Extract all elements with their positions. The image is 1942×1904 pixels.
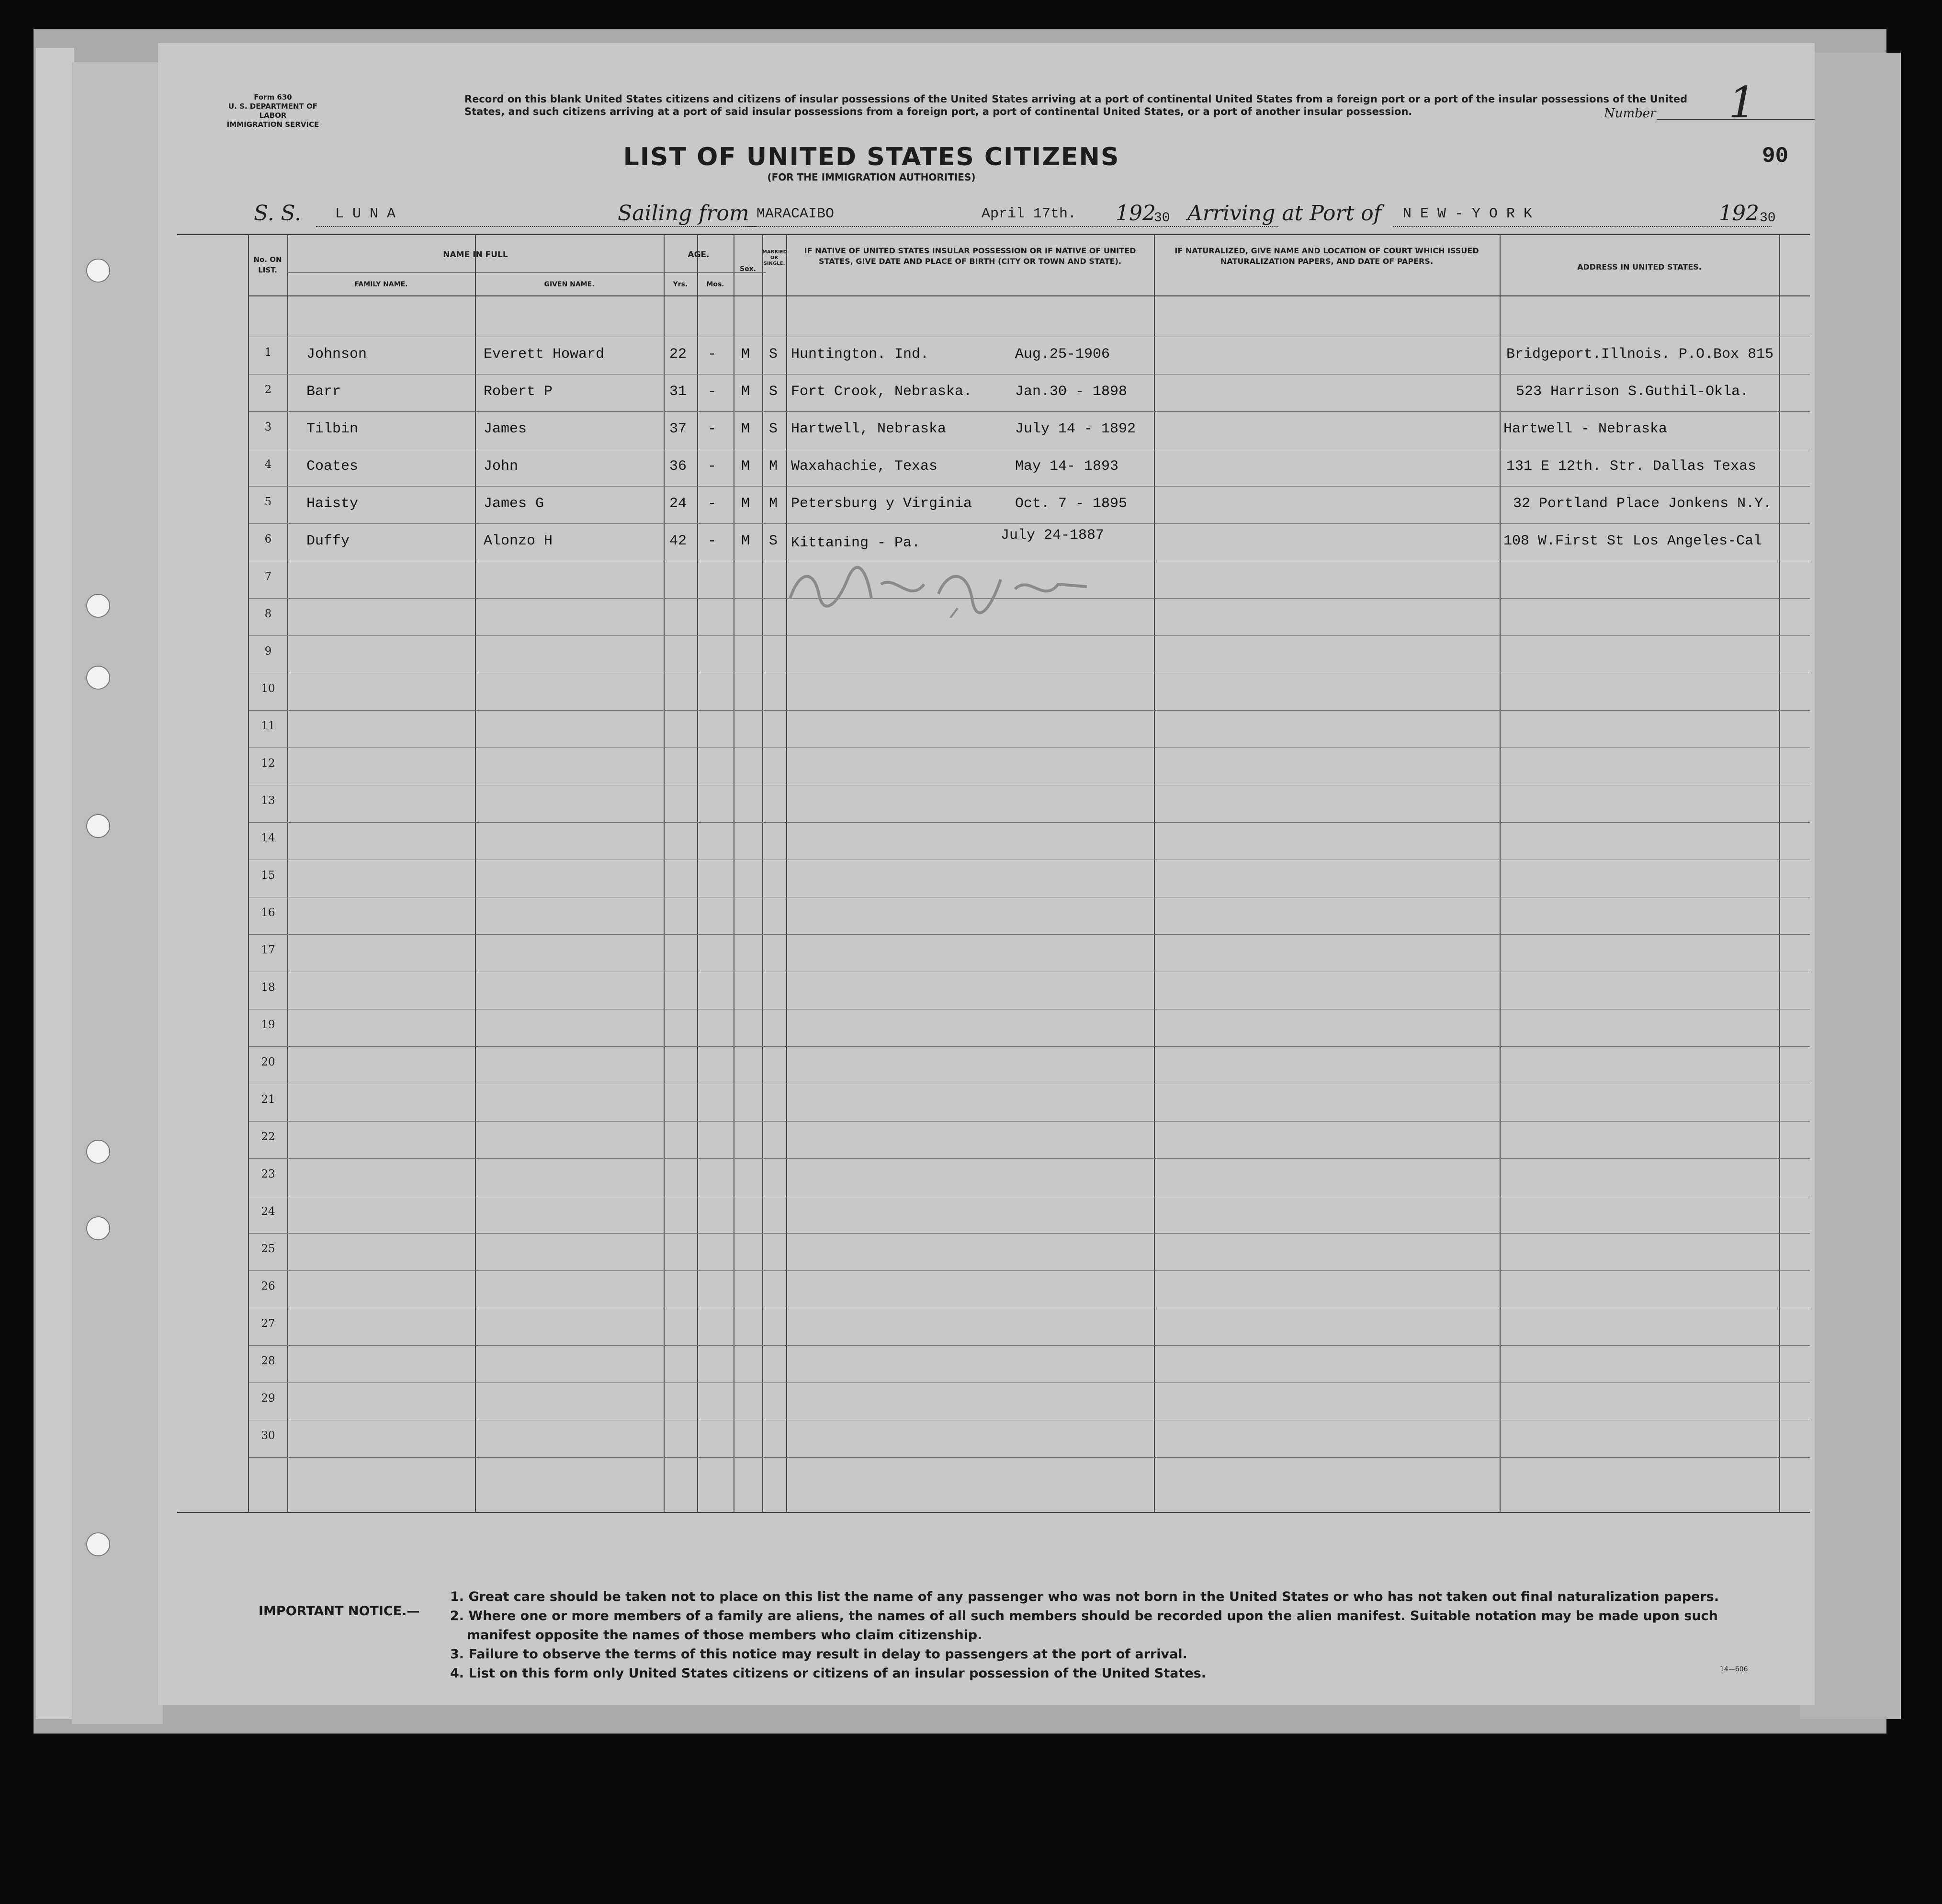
arriving-label: Arriving at Port of: [1187, 201, 1382, 226]
birth-place: Fort Crook, Nebraska.: [791, 384, 972, 400]
sailing-label: Sailing from: [618, 201, 749, 226]
col-yrs: Yrs.: [673, 281, 688, 288]
page-title: LIST OF UNITED STATES CITIZENS: [623, 143, 1120, 171]
marital-status: S: [769, 421, 778, 437]
binder-strip-inner: [72, 62, 163, 1724]
row-line: [249, 1457, 1810, 1458]
family-name: Haisty: [306, 496, 359, 512]
address: Hartwell - Nebraska: [1503, 421, 1668, 437]
marital-status: M: [769, 458, 778, 475]
col-married: MARRIED OR SINGLE.: [762, 249, 787, 266]
age-years: 37: [669, 421, 687, 437]
age-months: -: [708, 421, 717, 437]
manifest-sheet: [158, 43, 1815, 1705]
col-divider: [697, 235, 698, 1512]
binder-hole: [86, 814, 110, 838]
row-number: 24: [261, 1205, 275, 1218]
row-number: 13: [261, 794, 275, 807]
col-address: ADDRESS IN UNITED STATES.: [1577, 262, 1702, 272]
notice-heading: IMPORTANT NOTICE.—: [259, 1604, 420, 1619]
notice-item-3: 3. Failure to observe the terms of this notice may result in delay to passengers at the port of arrival.: [450, 1647, 1187, 1662]
birth-date: May 14- 1893: [1015, 458, 1119, 475]
col-given-name: GIVEN NAME.: [544, 281, 595, 288]
col-mos: Mos.: [706, 281, 724, 288]
row-line: [249, 1046, 1810, 1047]
sex: M: [741, 421, 750, 437]
family-name: Duffy: [306, 533, 350, 549]
binder-hole: [86, 1140, 110, 1164]
arrival-year-suffix: 30: [1760, 211, 1776, 226]
inspection-scribble: [785, 560, 1092, 618]
row-number: 5: [264, 496, 272, 508]
row-line: [249, 486, 1810, 487]
row-number: 26: [261, 1280, 275, 1292]
age-years: 24: [669, 496, 687, 512]
row-number: 1: [264, 346, 272, 359]
binder-hole: [86, 594, 110, 618]
row-number: 15: [261, 869, 275, 882]
row-number: 11: [261, 720, 275, 732]
col-divider: [664, 235, 665, 1512]
birth-date: Aug.25-1906: [1015, 346, 1110, 363]
back-page-edge: [1800, 53, 1901, 1719]
col-age: AGE.: [688, 250, 710, 260]
row-line: [249, 934, 1810, 935]
ss-label: S. S.: [254, 201, 302, 226]
age-years: 42: [669, 533, 687, 549]
row-number: 8: [264, 608, 272, 620]
row-number: 3: [264, 421, 272, 433]
form-header: [215, 93, 330, 129]
birth-place: Kittaning - Pa.: [791, 535, 921, 551]
col-divider: [1154, 235, 1155, 1512]
row-line: [249, 1121, 1810, 1122]
family-name: Tilbin: [306, 421, 359, 437]
birth-place: Huntington. Ind.: [791, 346, 929, 363]
binder-strip: [36, 48, 74, 1719]
sex: M: [741, 384, 750, 400]
row-number: 29: [261, 1392, 275, 1405]
address: 523 Harrison S.Guthil-Okla.: [1516, 384, 1749, 400]
form-code: 14—606: [1720, 1666, 1748, 1673]
number-value: 1: [1728, 78, 1756, 128]
marital-status: S: [769, 346, 778, 363]
row-number: 16: [261, 907, 275, 919]
age-years: 22: [669, 346, 687, 363]
age-years: 31: [669, 384, 687, 400]
row-number: 10: [261, 682, 275, 695]
sailing-port: MARACAIBO: [756, 206, 835, 222]
address: Bridgeport.Illnois. P.O.Box 815: [1506, 346, 1774, 363]
row-line: [249, 822, 1810, 823]
birth-place: Petersburg y Virginia: [791, 496, 972, 512]
form-id: Form 630: [254, 93, 292, 102]
row-line: [249, 635, 1810, 636]
sailing-year-suffix: 30: [1154, 211, 1170, 226]
col-no: No. ON LIST.: [253, 255, 282, 274]
col-naturalized: IF NATURALIZED, GIVE NAME AND LOCATION OF COURT WHICH ISSUED NATURALIZATION PAPERS, AND DATE OF PAPERS.: [1174, 246, 1479, 266]
row-number: 2: [264, 384, 272, 396]
age-months: -: [708, 496, 717, 512]
row-number: 22: [261, 1131, 275, 1143]
col-divider: [1779, 235, 1780, 1512]
marital-status: M: [769, 496, 778, 512]
row-line: [249, 1270, 1810, 1271]
number-label: Number: [1604, 106, 1656, 121]
birth-place: Hartwell, Nebraska: [791, 421, 947, 437]
department: U. S. DEPARTMENT OF LABOR: [228, 102, 318, 120]
birth-place: Waxahachie, Texas: [791, 458, 938, 475]
family-name: Johnson: [306, 346, 367, 363]
address: 131 E 12th. Str. Dallas Texas: [1506, 458, 1757, 475]
row-number: 9: [264, 645, 272, 657]
row-number: 21: [261, 1093, 275, 1106]
age-months: -: [708, 384, 717, 400]
row-line: [249, 1345, 1810, 1346]
row-number: 23: [261, 1168, 275, 1180]
row-line: [249, 1158, 1810, 1159]
row-number: 25: [261, 1243, 275, 1255]
col-divider: [786, 235, 787, 1512]
col-divider: [1500, 235, 1501, 1512]
row-number: 12: [261, 757, 275, 770]
row-number: 17: [261, 944, 275, 956]
row-number: 6: [264, 533, 272, 545]
page-subtitle: (FOR THE IMMIGRATION AUTHORITIES): [767, 171, 976, 183]
age-years: 36: [669, 458, 687, 475]
col-birth: IF NATIVE OF UNITED STATES INSULAR POSSESSION OR IF NATIVE OF UNITED STATES, GIVE DATE AND PLACE OF BIRTH (CITY OR TOWN AND STATE).: [804, 246, 1136, 266]
sex: M: [741, 458, 750, 475]
ship-name: L U N A: [335, 206, 396, 222]
row-number: 19: [261, 1019, 275, 1031]
row-number: 27: [261, 1317, 275, 1330]
row-number: 14: [261, 832, 275, 844]
notice-item-2-cont: manifest opposite the names of those members who claim citizenship.: [467, 1628, 982, 1643]
row-number: 28: [261, 1355, 275, 1367]
binder-hole: [86, 1532, 110, 1556]
marital-status: S: [769, 384, 778, 400]
col-sex: Sex.: [740, 265, 756, 273]
sheet-number: 90: [1762, 144, 1789, 169]
sex: M: [741, 496, 750, 512]
given-name: Alonzo H: [484, 533, 553, 549]
row-number: 4: [264, 458, 272, 471]
row-line: [249, 523, 1810, 524]
age-months: -: [708, 458, 717, 475]
col-divider: [475, 235, 476, 1512]
header-divider: [287, 272, 766, 273]
col-family-name: FAMILY NAME.: [354, 281, 408, 288]
arrival-year-prefix: 192: [1719, 201, 1759, 226]
given-name: John: [484, 458, 519, 475]
service: IMMIGRATION SERVICE: [226, 120, 319, 129]
notice-item-4: 4. List on this form only United States citizens or citizens of an insular possession of the United States.: [450, 1666, 1207, 1681]
record-instructions: Record on this blank United States citizens and citizens of insular possessions of the United States arriving at a port of continental United States from a foreign port or a port of the insular possessions of the United States, and such citizens arriving at a port of said insular possessions from a foreign port, a port of continental United States, or a port of another insular possession.: [464, 93, 1688, 117]
row-line: [249, 411, 1810, 412]
binder-hole: [86, 259, 110, 283]
sailing-date: April 17th.: [982, 206, 1077, 222]
notice-item-2: 2. Where one or more members of a family are aliens, the names of all such members should be recorded upon the alien manifest. Suitable notation may be made upon such: [450, 1609, 1718, 1623]
given-name: James: [484, 421, 527, 437]
given-name: Robert P: [484, 384, 553, 400]
age-months: -: [708, 346, 717, 363]
row-line: [249, 710, 1810, 711]
col-name-in-full: NAME IN FULL: [443, 250, 508, 260]
arrival-line: [1393, 226, 1772, 227]
binder-hole: [86, 1216, 110, 1240]
ship-line: [316, 226, 756, 227]
binder-hole: [86, 666, 110, 690]
given-name: Everett Howard: [484, 346, 605, 363]
header-bottom: [249, 295, 1810, 296]
marital-status: S: [769, 533, 778, 549]
sailing-line: [737, 226, 1278, 227]
row-line: [249, 1233, 1810, 1234]
birth-date: July 24-1887: [1001, 527, 1105, 544]
address: 32 Portland Place Jonkens N.Y.: [1513, 496, 1772, 512]
sailing-year-prefix: 192: [1116, 201, 1156, 226]
row-number: 30: [261, 1429, 275, 1442]
birth-date: Oct. 7 - 1895: [1015, 496, 1128, 512]
address: 108 W.First St Los Angeles-Cal: [1503, 533, 1762, 549]
notice-item-1: 1. Great care should be taken not to place on this list the name of any passenger who was not born in the United States or who has not taken out final naturalization papers.: [450, 1589, 1719, 1604]
col-divider: [762, 235, 763, 1512]
sex: M: [741, 346, 750, 363]
arrival-port: N E W - Y O R K: [1403, 206, 1533, 222]
citizens-table: [177, 234, 1810, 1513]
row-number: 20: [261, 1056, 275, 1068]
row-number: 18: [261, 981, 275, 994]
birth-date: Jan.30 - 1898: [1015, 384, 1128, 400]
sex: M: [741, 533, 750, 549]
family-name: Coates: [306, 458, 359, 475]
family-name: Barr: [306, 384, 341, 400]
row-number: 7: [264, 570, 272, 583]
age-months: -: [708, 533, 717, 549]
given-name: James G: [484, 496, 544, 512]
birth-date: July 14 - 1892: [1015, 421, 1136, 437]
